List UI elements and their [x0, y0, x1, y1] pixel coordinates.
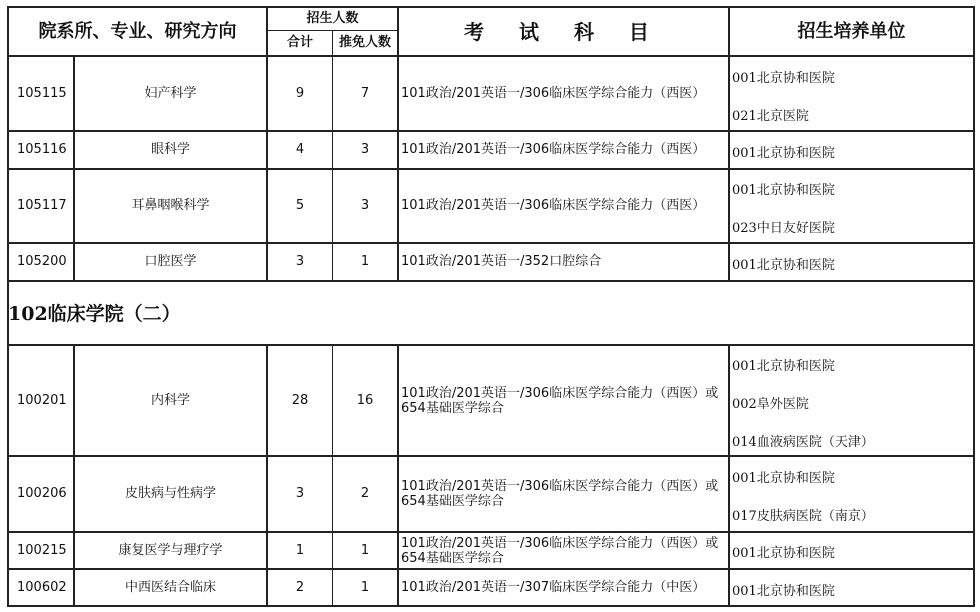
- unit-item: 001北京协和医院: [732, 359, 835, 374]
- exam-line: 101政治/201英语一/306临床医学综合能力（西医）或: [401, 385, 719, 401]
- table-row-name: 眼科学: [150, 142, 190, 157]
- unit-list: [730, 132, 973, 168]
- unit-list: [730, 346, 973, 455]
- table-row-code: 100215: [17, 542, 67, 558]
- unit-list: [730, 457, 973, 531]
- table-row-total: 9: [295, 85, 305, 101]
- unit-list: [730, 570, 973, 605]
- rule: [7, 280, 975, 282]
- table-row-code: 105200: [17, 254, 67, 269]
- header-unit: 招生培养单位: [797, 20, 906, 42]
- unit-item: 001北京协和医院: [732, 71, 835, 86]
- table-row-total: 1: [295, 542, 305, 558]
- header-enroll: 招生人数: [306, 11, 359, 26]
- table-row-exempt: 3: [360, 198, 370, 213]
- exam-line: 654基础医学综合: [401, 550, 504, 566]
- section-title: 102临床学院（二）: [8, 303, 181, 325]
- table-row-exam: 101政治/201英语一/352口腔综合: [401, 254, 602, 269]
- table-row-total: 3: [295, 486, 305, 501]
- unit-item: 001北京协和医院: [732, 546, 835, 561]
- header-program: 院系所、专业、研究方向: [38, 20, 237, 42]
- rule: [973, 344, 975, 607]
- table-row-name: 内科学: [150, 392, 190, 408]
- table-row-exempt: 1: [360, 542, 370, 558]
- table-row-exempt: 3: [360, 142, 370, 157]
- table-row-total: 4: [295, 142, 305, 157]
- table-row-name: 妇产科学: [144, 85, 197, 101]
- table-row-exempt: 7: [360, 85, 370, 101]
- header-exam: 考 试 科 目: [464, 19, 663, 44]
- table-row-exempt: 1: [360, 579, 370, 595]
- unit-list: [730, 57, 973, 130]
- unit-item: 002阜外医院: [732, 397, 809, 412]
- table-row-exam: 101政治/201英语一/307临床医学综合能力（中医）: [401, 579, 706, 595]
- unit-item: 001北京协和医院: [732, 584, 835, 599]
- rule: [973, 6, 975, 282]
- unit-item: 023中日友好医院: [732, 221, 835, 236]
- table-row-exam: [399, 346, 726, 455]
- rule: [7, 605, 975, 607]
- table-row-name: 口腔医学: [144, 254, 197, 269]
- table-row-exempt: 16: [356, 392, 374, 408]
- unit-item: 001北京协和医院: [732, 183, 835, 198]
- exam-line: 654基础医学综合: [401, 400, 504, 416]
- rule: [973, 280, 975, 346]
- table-row-exam: 101政治/201英语一/306临床医学综合能力（西医）: [401, 142, 706, 157]
- unit-list: [730, 244, 973, 280]
- header-total: 合计: [286, 35, 313, 50]
- unit-list: [730, 170, 973, 242]
- table-row-exempt: 2: [360, 486, 370, 501]
- unit-item: 021北京医院: [732, 109, 809, 124]
- exam-line: 101政治/201英语一/306临床医学综合能力（西医）或: [401, 535, 719, 551]
- unit-item: 001北京协和医院: [732, 258, 835, 273]
- table-row-code: 100206: [17, 486, 67, 501]
- table-row-total: 3: [295, 254, 305, 269]
- table-row-exam: [399, 533, 726, 568]
- exam-line: 654基础医学综合: [401, 494, 504, 509]
- table-row-total: 28: [291, 392, 309, 408]
- table-row-exempt: 1: [360, 254, 370, 269]
- table-row-name: 耳鼻咽喉科学: [131, 198, 210, 213]
- table-row-exam: 101政治/201英语一/306临床医学综合能力（西医）: [401, 85, 706, 101]
- unit-list: [730, 533, 973, 568]
- table-row-total: 2: [295, 579, 305, 595]
- table-row-code: 105115: [17, 85, 67, 101]
- unit-item: 014血液病医院（天津）: [732, 435, 874, 450]
- table-row-code: 105117: [17, 198, 67, 213]
- table-row-code: 100201: [17, 392, 67, 408]
- table-row-name: 皮肤病与性病学: [124, 486, 216, 501]
- exam-line: 101政治/201英语一/306临床医学综合能力（西医）或: [401, 479, 719, 494]
- table-row-name: 康复医学与理疗学: [118, 542, 223, 558]
- table-row-exam: 101政治/201英语一/306临床医学综合能力（西医）: [401, 198, 706, 213]
- table-row-total: 5: [295, 198, 305, 213]
- table-row-code: 100602: [17, 579, 67, 595]
- table-row-exam: [399, 457, 726, 531]
- rule: [7, 344, 9, 607]
- header-exempt: 推免人数: [338, 35, 391, 50]
- unit-item: 001北京协和医院: [732, 146, 835, 161]
- unit-item: 017皮肤病医院（南京）: [732, 509, 874, 524]
- unit-item: 001北京协和医院: [732, 471, 835, 486]
- table-row-name: 中西医结合临床: [124, 579, 216, 595]
- table-row-code: 105116: [17, 142, 67, 157]
